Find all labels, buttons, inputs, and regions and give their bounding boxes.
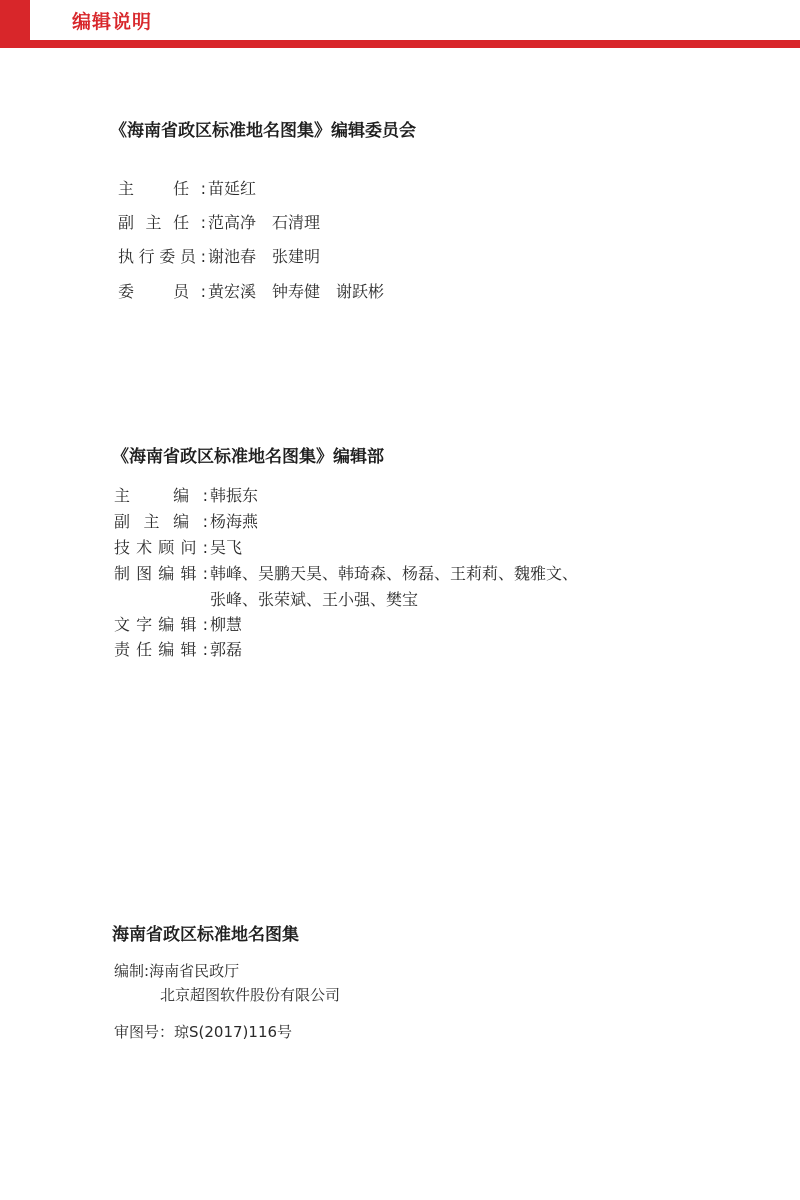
compiler-1: 海南省民政厅 [149, 962, 240, 980]
dept-label: 主 编: [114, 486, 208, 505]
committee-value: 苗延红 [208, 179, 257, 198]
committee-value: 范高净 石清理 [208, 213, 321, 232]
committee-row-members [118, 279, 384, 302]
dept-label: 副主编: [114, 512, 208, 531]
header-accent-block [0, 0, 30, 40]
committee-title: 《海南省政区标准地名图集》编辑委员会 [110, 121, 416, 141]
dept-row-cartography-cont [114, 587, 418, 610]
header-divider [0, 40, 800, 48]
dept-value: 韩振东 [210, 486, 259, 505]
dept-value: 柳慧 [210, 615, 243, 634]
committee-label: 主 任: [118, 179, 206, 198]
dept-label: 文字编辑: [114, 615, 208, 634]
dept-value: 张峰、张荣斌、王小强、樊宝 [210, 590, 419, 609]
dept-row-responsible-editor [114, 637, 242, 660]
dept-row-tech-advisor [114, 535, 242, 558]
editorial-dept-title: 《海南省政区标准地名图集》编辑部 [112, 447, 384, 467]
committee-row-chair [118, 176, 256, 199]
compiled-by-row [114, 960, 239, 981]
dept-label: 责任编辑: [114, 640, 208, 659]
committee-row-executive [118, 244, 320, 267]
committee-value: 黄宏溪 钟寿健 谢跃彬 [208, 282, 385, 301]
committee-label: 执行委员: [118, 247, 206, 266]
dept-value: 韩峰、吴鹏天昊、韩琦森、杨磊、王莉莉、魏雅文、 [210, 564, 579, 583]
dept-value: 杨海燕 [210, 512, 259, 531]
review-number: 审图号：琼S(2017)116号 [114, 1023, 293, 1041]
compiled-by-label: 编制: [114, 962, 150, 980]
dept-row-cartography [114, 561, 578, 584]
committee-value: 谢池春 张建明 [208, 247, 321, 266]
committee-row-vice-chair [118, 210, 320, 233]
compiled-by-row-2 [160, 984, 340, 1005]
publication-title: 海南省政区标准地名图集 [112, 925, 299, 945]
committee-label: 委 员: [118, 282, 206, 301]
section-title: 编辑说明 [72, 11, 153, 33]
dept-label: 制图编辑: [114, 564, 208, 583]
dept-value: 郭磊 [210, 640, 243, 659]
dept-label: 技术顾问: [114, 538, 208, 557]
dept-row-chief-editor [114, 483, 258, 506]
dept-row-deputy-editor [114, 509, 258, 532]
compiler-2: 北京超图软件股份有限公司 [160, 986, 341, 1004]
committee-label: 副主任: [118, 213, 206, 232]
dept-value: 吴飞 [210, 538, 243, 557]
dept-row-text-editor [114, 612, 242, 635]
